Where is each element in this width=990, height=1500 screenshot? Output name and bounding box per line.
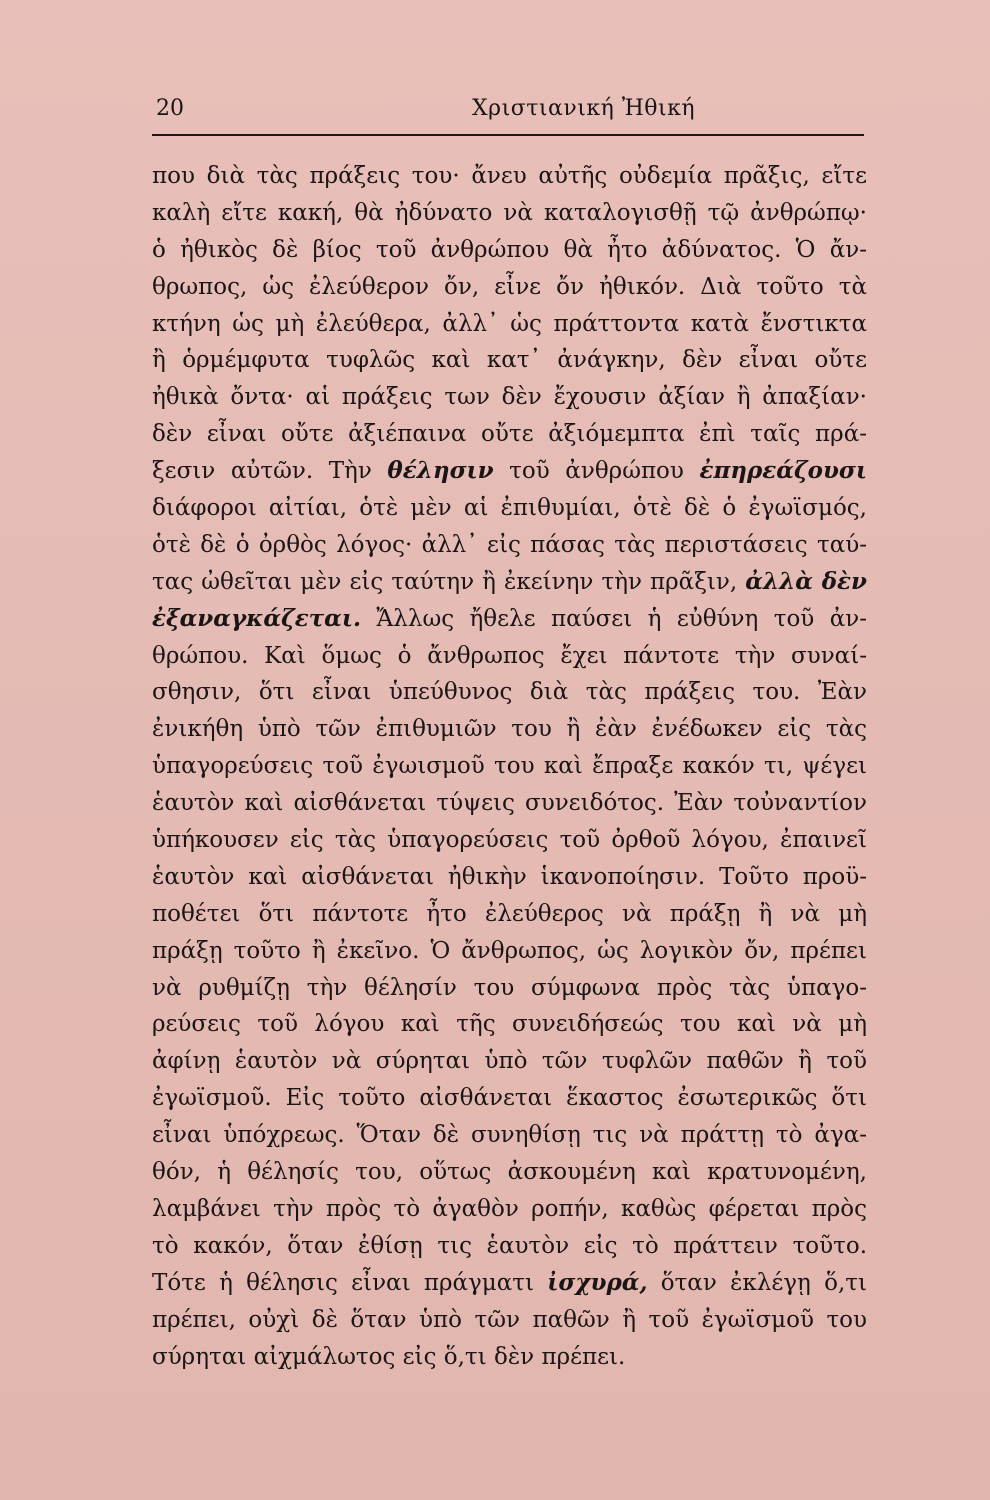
text-line [152, 933, 867, 970]
text-segment: νὰ ρυθμίζῃ τὴν θέλησίν του σύμφωνα πρὸς τὰς ὑπαγο- [152, 974, 867, 1001]
text-line [152, 748, 867, 785]
text-segment: ἑαυτὸν καὶ αἰσθάνεται τύψεις συνειδότος. Ἐὰν τοὐναντίον [152, 790, 867, 817]
text-segment: τοῦ ἀνθρώπου [493, 458, 700, 485]
page-number: 20 [156, 96, 184, 121]
text-line [152, 1117, 867, 1154]
text-line [152, 859, 867, 896]
text-line [152, 1302, 867, 1339]
text-segment: ἢ ὁρμέμφυτα τυφλῶς καὶ κατ᾿ ἀνάγκην, δὲν εἶναι οὔτε [152, 347, 867, 374]
text-line [152, 564, 867, 601]
emphasized-text: θέλησιν [387, 457, 494, 485]
text-line [152, 306, 867, 343]
text-segment: καλὴ εἴτε κακή, θὰ ἠδύνατο νὰ καταλογισθῇ τῷ ἀνθρώπῳ· [152, 199, 867, 226]
running-head [152, 92, 862, 132]
emphasized-text: ἰσχυρά, [547, 1268, 648, 1296]
text-line [152, 822, 867, 859]
body-text [152, 158, 867, 1375]
text-segment: κτήνη ὡς μὴ ἐλεύθερα, ἀλλ᾿ ὡς πράττοντα κατὰ ἔνστικτα [152, 310, 867, 337]
text-segment: διάφοροι αἰτίαι, ὁτὲ μὲν αἱ ἐπιθυμίαι, ὁτὲ δὲ ὁ ἐγωϊσμός, [152, 495, 867, 522]
text-line [152, 1265, 867, 1302]
text-line [152, 490, 867, 527]
emphasized-text: ἐξαναγκάζεται. [152, 604, 361, 632]
text-line [152, 1006, 867, 1043]
text-segment: Ἄλλως ἤθελε παύσει ἡ εὐθύνη τοῦ ἀν- [361, 605, 867, 632]
text-line [152, 896, 867, 933]
emphasized-text: ἐπηρεάζουσι [699, 457, 867, 485]
text-line [152, 342, 867, 379]
text-segment: ἐνικήθη ὑπὸ τῶν ἐπιθυμιῶν του ἢ ἐὰν ἐνέδωκεν εἰς τὰς [152, 716, 867, 743]
text-line [152, 1339, 867, 1376]
text-segment: εἶναι ὑπόχρεως. Ὅταν δὲ συνηθίσῃ τις νὰ πράττῃ τὸ ἀγα- [152, 1122, 867, 1149]
text-line [152, 970, 867, 1007]
header-rule [152, 134, 864, 136]
text-segment: που διὰ τὰς πράξεις του· ἄνευ αὐτῆς οὐδεμία πρᾶξις, εἴτε [152, 163, 867, 189]
text-line [152, 269, 867, 306]
text-segment: ἐγωϊσμοῦ. Εἰς τοῦτο αἰσθάνεται ἕκαστος ἐσωτερικῶς ὅτι [152, 1085, 867, 1112]
text-line [152, 527, 867, 564]
text-line [152, 1228, 867, 1265]
text-line [152, 674, 867, 711]
text-line [152, 785, 867, 822]
running-title: Χριστιανική Ἠθική [472, 96, 696, 121]
text-segment: πράξῃ τοῦτο ἢ ἐκεῖνο. Ὁ ἄνθρωπος, ὡς λογικὸν ὄν, πρέπει [152, 937, 867, 964]
text-segment: θόν, ἡ θέλησίς του, οὕτως ἀσκουμένη καὶ κρατυνομένη, [152, 1159, 867, 1186]
text-line [152, 158, 867, 195]
text-segment: δὲν εἶναι οὔτε ἀξιέπαινα οὔτε ἀξιόμεμπτα ἐπὶ ταῖς πρά- [152, 421, 867, 448]
text-segment: πρέπει, οὐχὶ δὲ ὅταν ὑπὸ τῶν παθῶν ἢ τοῦ ἐγωϊσμοῦ του [152, 1306, 867, 1333]
text-line [152, 232, 867, 269]
text-line [152, 1080, 867, 1117]
text-segment: ἀφίνῃ ἑαυτὸν νὰ σύρηται ὑπὸ τῶν τυφλῶν παθῶν ἢ τοῦ [152, 1048, 867, 1075]
text-segment: λαμβάνει τὴν πρὸς τὸ ἀγαθὸν ροπήν, καθὼς φέρεται πρὸς [152, 1195, 867, 1222]
text-segment: σθησιν, ὅτι εἶναι ὑπεύθυνος διὰ τὰς πράξεις του. Ἐὰν [152, 679, 867, 706]
text-segment: ὅταν ἐκλέγῃ ὅ,τι [647, 1269, 867, 1296]
text-line [152, 195, 867, 232]
text-segment: ὑπήκουσεν εἰς τὰς ὑπαγορεύσεις τοῦ ὀρθοῦ λόγου, ἐπαινεῖ [152, 827, 867, 854]
text-line [152, 453, 867, 490]
text-segment: ἠθικὰ ὄντα· αἱ πράξεις των δὲν ἔχουσιν ἀξίαν ἢ ἀπαξίαν· [152, 384, 867, 411]
text-segment: ρεύσεις τοῦ λόγου καὶ τῆς συνειδήσεώς του καὶ νὰ μὴ [152, 1011, 867, 1038]
text-segment: ὁτὲ δὲ ὁ ὀρθὸς λόγος· ἀλλ᾿ εἰς πάσας τὰς περιστάσεις ταύ- [152, 531, 867, 558]
text-segment: ξεσιν αὐτῶν. Τὴν [152, 458, 388, 485]
text-segment: τας ὠθεῖται μὲν εἰς ταύτην ἢ ἐκείνην τὴν πρᾶξιν, [152, 568, 746, 595]
text-segment: τὸ κακόν, ὅταν ἐθίσῃ τις ἑαυτὸν εἰς τὸ πράττειν τοῦτο. [152, 1232, 867, 1259]
text-segment: ὁ ἠθικὸς δὲ βίος τοῦ ἀνθρώπου θὰ ἦτο ἀδύνατος. Ὁ ἄν- [152, 236, 867, 263]
text-line [152, 638, 867, 675]
text-segment: θρωπος, ὡς ἐλεύθερον ὄν, εἶνε ὄν ἠθικόν. Διὰ τοῦτο τὰ [152, 273, 867, 300]
text-line [152, 1191, 867, 1228]
text-segment: σύρηται αἰχμάλωτος εἰς ὅ,τι δὲν πρέπει. [152, 1343, 626, 1370]
emphasized-text: ἀλλὰ δὲν [745, 567, 867, 595]
text-line [152, 1043, 867, 1080]
text-segment: ἑαυτὸν καὶ αἰσθάνεται ἠθικὴν ἱκανοποίησιν. Τοῦτο προϋ- [152, 863, 867, 890]
text-line [152, 1154, 867, 1191]
text-segment: ποθέτει ὅτι πάντοτε ἦτο ἐλεύθερος νὰ πράξῃ ἢ νὰ μὴ [152, 900, 867, 927]
text-line [152, 416, 867, 453]
text-segment: Τότε ἡ θέλησις εἶναι πράγματι [152, 1269, 548, 1296]
text-line [152, 711, 867, 748]
text-segment: ὑπαγορεύσεις τοῦ ἐγωισμοῦ του καὶ ἔπραξε κακόν τι, ψέγει [152, 753, 867, 780]
text-segment: θρώπου. Καὶ ὅμως ὁ ἄνθρωπος ἔχει πάντοτε τὴν συναί- [152, 642, 867, 669]
text-line [152, 379, 867, 416]
text-line [152, 601, 867, 638]
